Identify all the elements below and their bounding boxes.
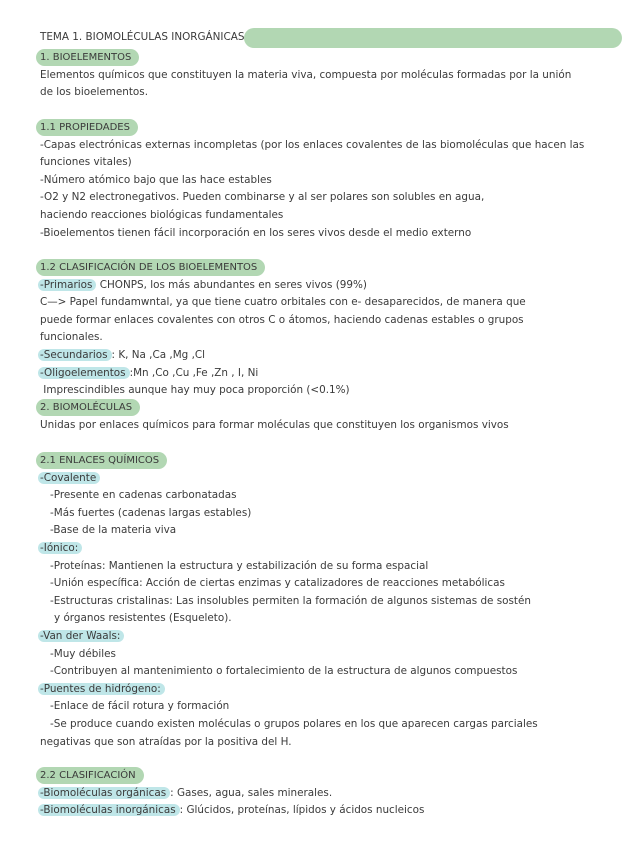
- list-item: -O2 y N2 electronegativos. Pueden combinarse y al ser polares son solubles en agua, haciendo reacciones biológicas fundamentales: [40, 191, 485, 221]
- section-heading: 2. BIOMOLÉCULAS: [36, 399, 140, 416]
- list-item: -Muy débiles: [50, 647, 116, 660]
- highlight-label: -Van der Waals:: [38, 630, 124, 642]
- section-heading: 1.2 CLASIFICACIÓN DE LOS BIOELEMENTOS: [36, 259, 265, 276]
- paragraph: Unidas por enlaces químicos para formar moléculas que constituyen los organismos vivos: [40, 418, 509, 431]
- highlight-label: -Covalente: [38, 472, 100, 484]
- list-text: : Gases, agua, sales minerales.: [170, 786, 333, 799]
- list-text: : K, Na ,Ca ,Mg ,Cl: [111, 348, 206, 361]
- list-item: negativas que son atraídas por la positiva del H.: [40, 735, 292, 748]
- list-item: [40, 277, 596, 295]
- list-item: [40, 802, 596, 820]
- section-enlaces-quimicos: [40, 452, 596, 751]
- list-item: [40, 347, 596, 365]
- list-item: -Estructuras cristalinas: Las insolubles permiten la formación de algunos sistemas de sostén: [50, 594, 531, 607]
- highlight-label: -Biomoléculas inorgánicas: [38, 804, 180, 816]
- list-text: : Glúcidos, proteínas, lípidos y ácidos nucleicos: [179, 804, 425, 817]
- title-row: [40, 28, 622, 48]
- list-item: [40, 365, 596, 383]
- list-item: -Más fuertes (cadenas largas estables): [50, 506, 252, 519]
- section-heading: 1.1 PROPIEDADES: [36, 119, 138, 136]
- list-item: -Bioelementos tienen fácil incorporación en los seres vivos desde el medio externo: [40, 226, 472, 239]
- list-item: -Número atómico bajo que las hace estables: [40, 173, 272, 186]
- paragraph: C—> Papel fundamwntal, ya que tiene cuatro orbitales con e- desaparecidos, de manera que puede formar enlaces covalentes con otros C o átomos, haciendo cadenas estables o grupos funcionales.: [40, 296, 526, 344]
- section-heading: 1. BIOELEMENTOS: [36, 49, 139, 66]
- list-item: -Capas electrónicas externas incompletas (por los enlaces covalentes de las biomoléculas que hacen las funciones vitales): [40, 138, 585, 169]
- section-clasificacion-biomoleculas: [40, 767, 596, 820]
- paragraph: Elementos químicos que constituyen la materia viva, compuesta por moléculas formadas por la unión de los bioelementos.: [40, 68, 572, 99]
- list-item: [40, 785, 596, 803]
- highlight-label: -Biomoléculas orgánicas: [38, 787, 170, 799]
- list-item: -Se produce cuando existen moléculas o grupos polares en los que aparecen cargas parciales: [50, 717, 538, 730]
- highlight-label: -Oligoelementos: [38, 367, 130, 379]
- list-item: -Proteínas: Mantienen la estructura y estabilización de su forma espacial: [50, 559, 429, 572]
- list-text: :Mn ,Co ,Cu ,Fe ,Zn , I, Ni: [129, 366, 259, 379]
- section-heading: 2.1 ENLACES QUÍMICOS: [36, 452, 167, 469]
- paragraph: Imprescindibles aunque hay muy poca proporción (<0.1%): [40, 384, 350, 397]
- list-item: -Unión específica: Acción de ciertas enzimas y catalizadores de reacciones metabólicas: [50, 577, 505, 590]
- section-biomoleculas: [40, 399, 596, 434]
- list-item: y órganos resistentes (Esqueleto).: [54, 612, 232, 625]
- list-item: -Enlace de fácil rotura y formación: [50, 700, 230, 713]
- section-propiedades: [40, 119, 596, 242]
- list-text: CHONPS, los más abundantes en seres vivos (99%): [96, 278, 367, 291]
- title-highlight-bar: [244, 28, 622, 48]
- highlight-label: -Puentes de hidrógeno:: [38, 683, 165, 695]
- section-clasificacion-bioelementos: [40, 259, 596, 400]
- section-bioelementos: [40, 49, 596, 102]
- highlight-label: -Primarios: [38, 279, 96, 291]
- list-item: -Base de la materia viva: [50, 524, 177, 537]
- section-heading: 2.2 CLASIFICACIÓN: [36, 767, 144, 784]
- highlight-label: -Iónico:: [38, 542, 82, 554]
- highlight-label: -Secundarios: [38, 349, 112, 361]
- list-item: -Presente en cadenas carbonatadas: [50, 489, 237, 502]
- document-title: TEMA 1. BIOMOLÉCULAS INORGÁNICAS: [40, 31, 245, 43]
- list-item: -Contribuyen al mantenimiento o fortalecimiento de la estructura de algunos compuestos: [50, 665, 518, 678]
